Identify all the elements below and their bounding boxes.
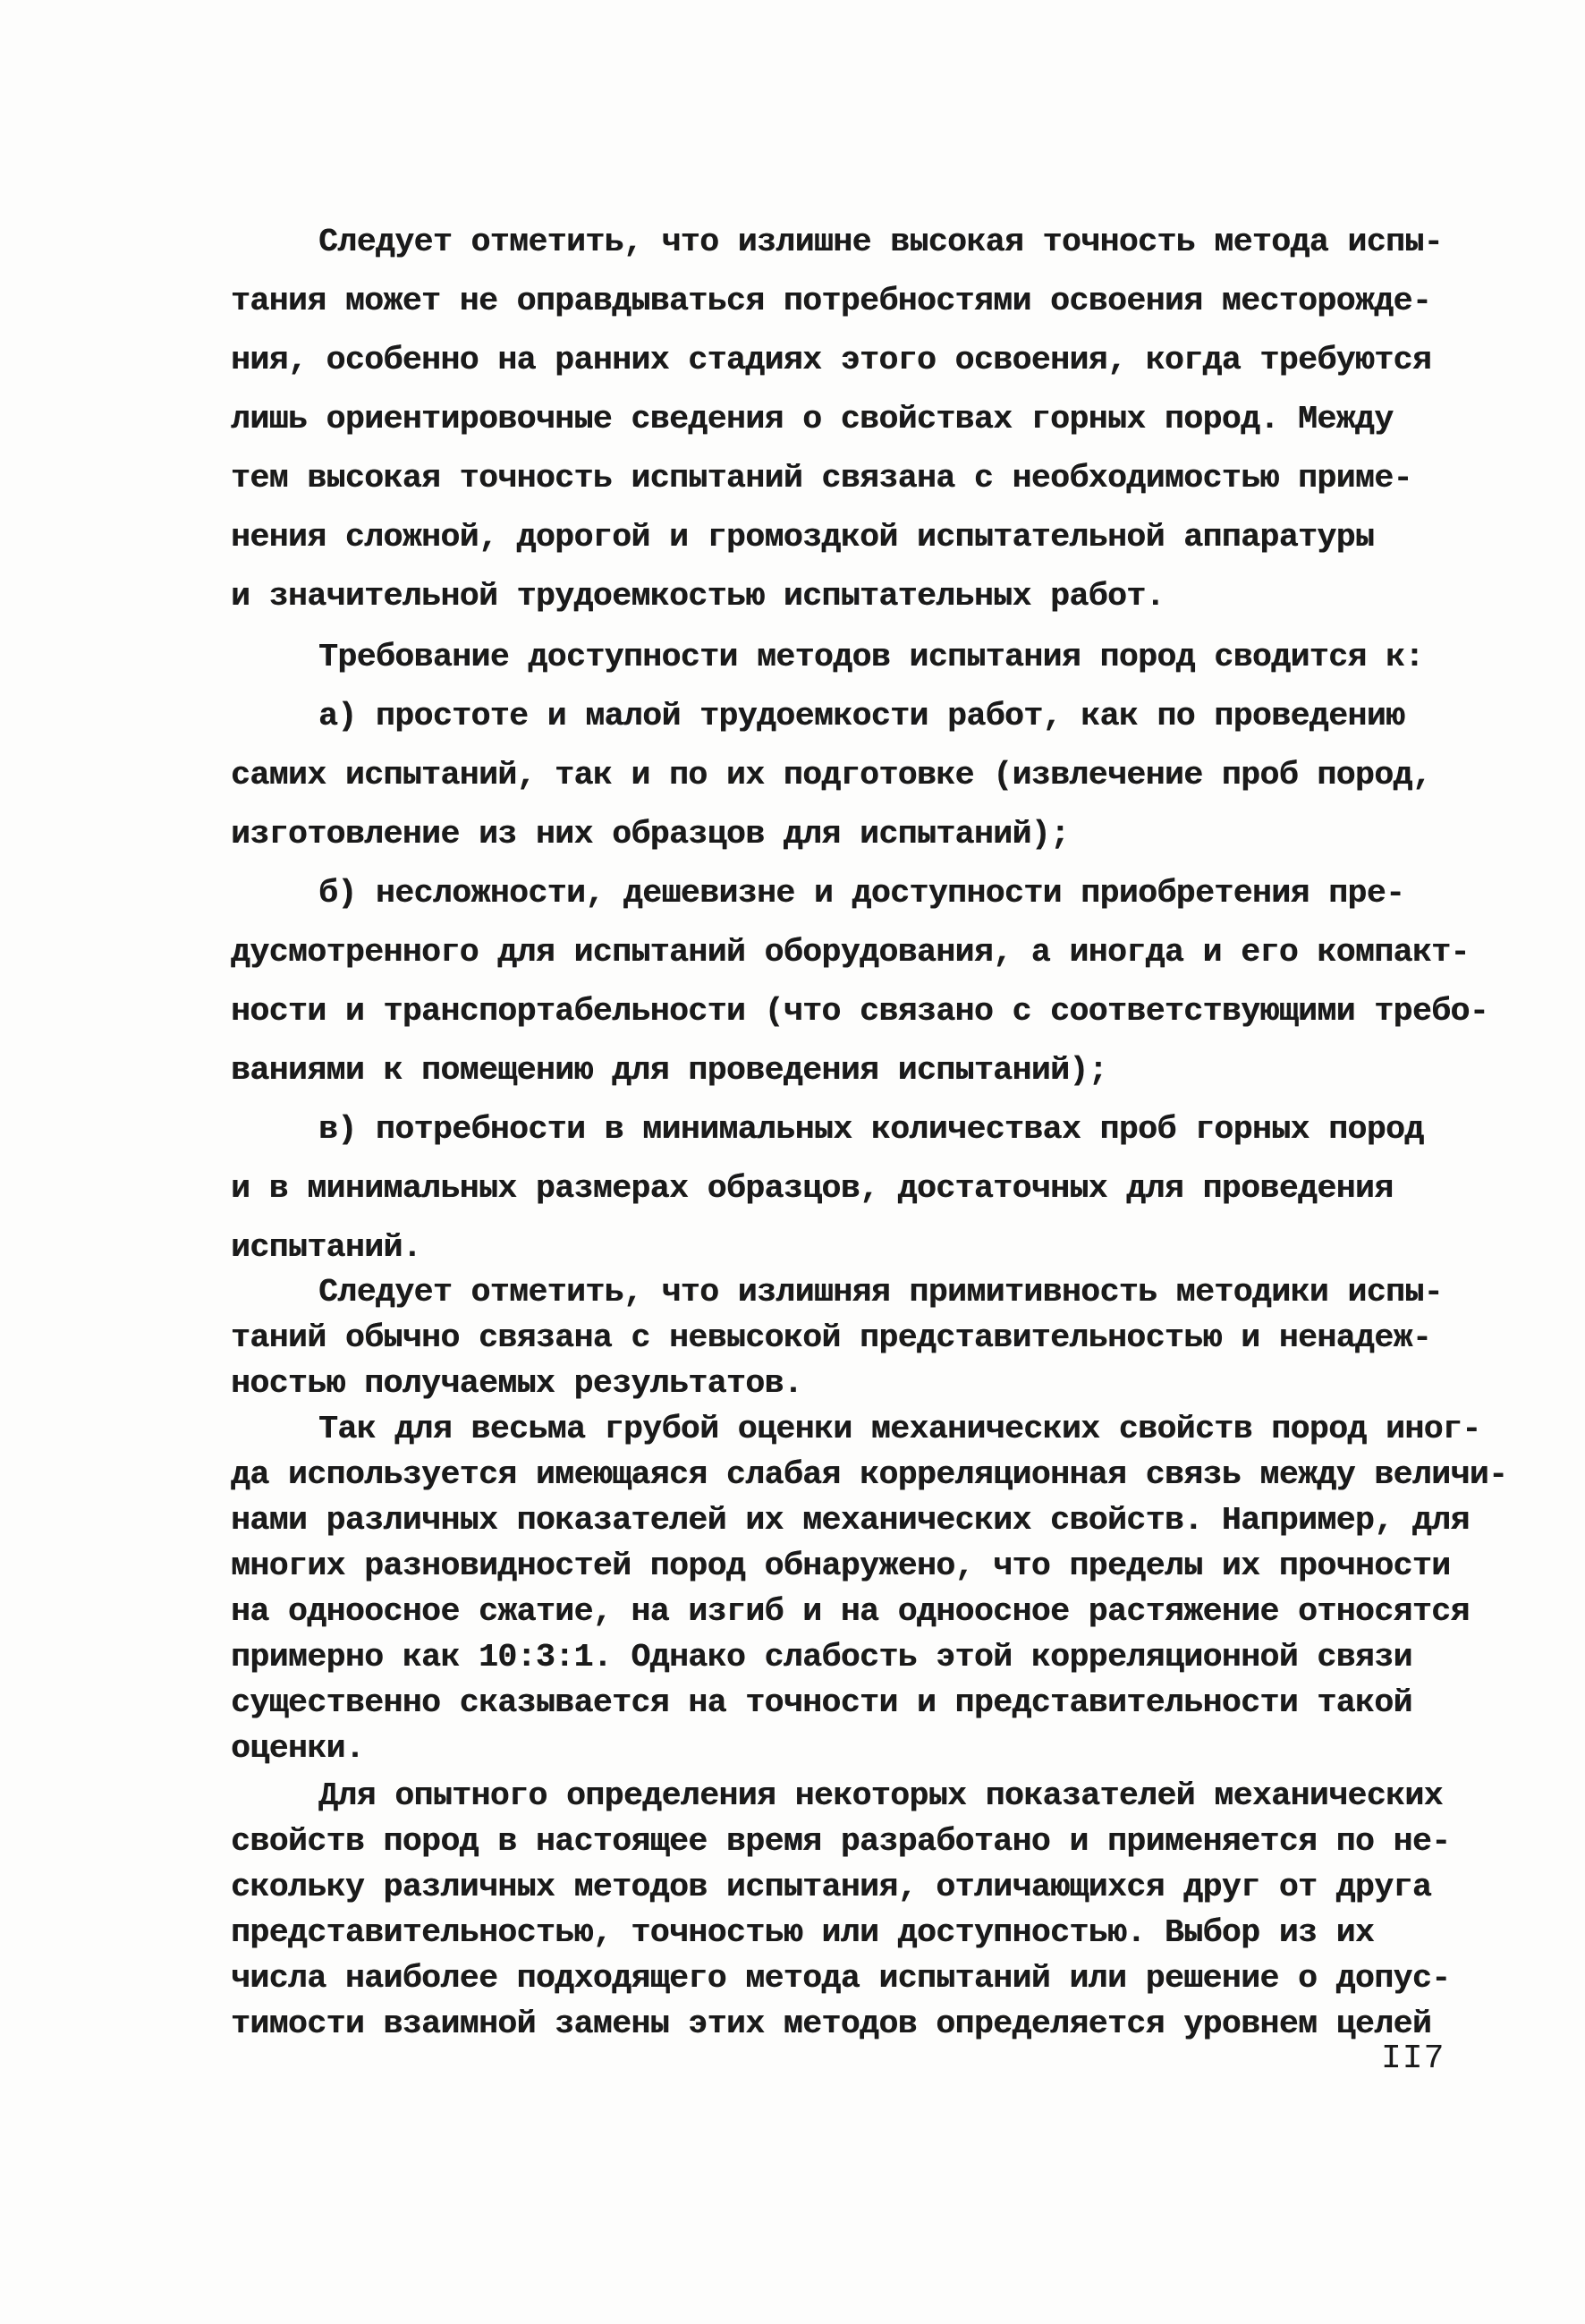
text-line: свойств пород в настоящее время разработано и применяется по не- xyxy=(231,1823,1451,1860)
text-line: ния, особенно на ранних стадиях этого освоения, когда требуются xyxy=(231,342,1432,378)
text-line: б) несложности, дешевизне и доступности приобретения пре- xyxy=(318,875,1405,912)
text-line: Следует отметить, что излишне высокая точность метода испы- xyxy=(318,224,1443,260)
text-line: ностью получаемых результатов. xyxy=(231,1365,803,1402)
text-line: а) простоте и малой трудоемкости работ, как по проведению xyxy=(318,698,1405,734)
text-line: числа наиболее подходящего метода испытаний или решение о допус- xyxy=(231,1960,1451,1997)
text-line: примерно как 10:3:1. Однако слабость этой корреляционной связи xyxy=(231,1639,1412,1675)
text-line: таний обычно связана с невысокой представительностью и ненадеж- xyxy=(231,1319,1432,1356)
text-line: нения сложной, дорогой и громоздкой испытательной аппаратуры xyxy=(231,519,1375,556)
text-line: скольку различных методов испытания, отличающихся друг от друга xyxy=(231,1869,1432,1905)
text-line: представительностью, точностью или доступностью. Выбор из их xyxy=(231,1914,1375,1951)
text-line: дусмотренного для испытаний оборудования, а иногда и его компакт- xyxy=(231,934,1470,971)
text-line: лишь ориентировочные сведения о свойствах горных пород. Между xyxy=(231,401,1394,437)
text-line: ваниями к помещению для проведения испытаний); xyxy=(231,1052,1107,1089)
text-line: Для опытного определения некоторых показателей механических xyxy=(318,1777,1443,1814)
text-line: Следует отметить, что излишняя примитивность методики испы- xyxy=(318,1274,1443,1310)
text-line: оценки. xyxy=(231,1730,365,1767)
text-line: многих разновидностей пород обнаружено, что пределы их прочности xyxy=(231,1548,1451,1584)
text-line: изготовление из них образцов для испытаний); xyxy=(231,816,1070,852)
text-line: испытаний. xyxy=(231,1229,422,1266)
text-line: в) потребности в минимальных количествах проб горных пород xyxy=(318,1111,1424,1148)
text-line: тимости взаимной замены этих методов определяется уровнем целей xyxy=(231,2006,1432,2042)
text-line: ности и транспортабельности (что связано с соответствующими требо- xyxy=(231,993,1489,1030)
text-line: на одноосное сжатие, на изгиб и на одноосное растяжение относятся xyxy=(231,1593,1470,1630)
text-line: Требование доступности методов испытания пород сводится к: xyxy=(318,639,1424,675)
text-line: тания может не оправдываться потребностями освоения месторожде- xyxy=(231,283,1432,319)
page-number: II7 xyxy=(1381,2040,1445,2078)
text-line: нами различных показателей их механических свойств. Например, для xyxy=(231,1502,1470,1539)
text-line: Так для весьма грубой оценки механических свойств пород иног- xyxy=(318,1411,1481,1447)
text-line: и значительной трудоемкостью испытательных работ. xyxy=(231,578,1165,615)
text-line: существенно сказывается на точности и представительности такой xyxy=(231,1684,1412,1721)
text-line: да используется имеющаяся слабая корреляционная связь между величи- xyxy=(231,1456,1508,1493)
text-line: и в минимальных размерах образцов, достаточных для проведения xyxy=(231,1170,1394,1207)
text-line: тем высокая точность испытаний связана с необходимостью приме- xyxy=(231,460,1412,496)
text-line: самих испытаний, так и по их подготовке (извлечение проб пород, xyxy=(231,757,1432,793)
